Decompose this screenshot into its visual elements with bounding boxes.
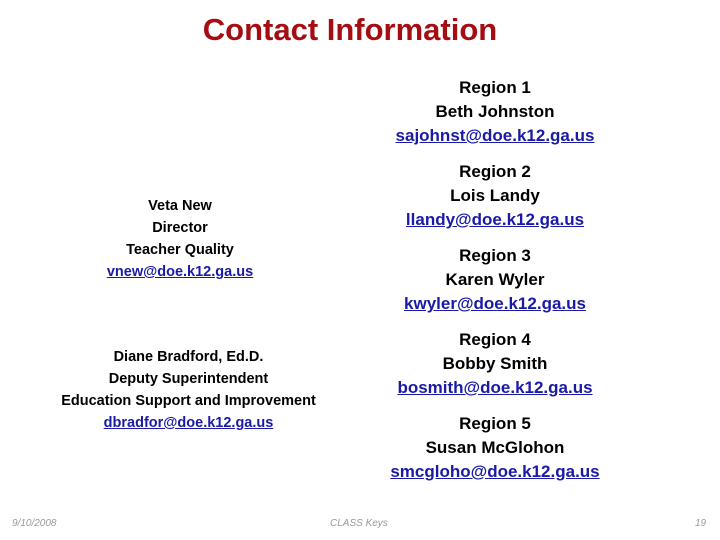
region-contact-name: Lois Landy [450, 186, 540, 205]
region-3-contact [375, 244, 615, 316]
region-contact-name: Susan McGlohon [425, 438, 565, 457]
footer-center-text: CLASS Keys [330, 518, 388, 529]
contact-veta-new [80, 195, 280, 283]
contact-diane-bradford [30, 346, 347, 434]
contact-name: Diane Bradford, Ed.D. [113, 349, 264, 365]
region-email-link[interactable]: llandy@doe.k12.ga.us [405, 210, 585, 229]
region-email-link[interactable]: kwyler@doe.k12.ga.us [404, 294, 586, 313]
contact-dept: Teacher Quality [126, 242, 234, 258]
region-label: Region 2 [459, 162, 531, 181]
region-label: Region 5 [459, 414, 531, 433]
region-label: Region 4 [459, 330, 531, 349]
region-contact-name: Beth Johnston [435, 102, 555, 121]
region-1-contact [375, 76, 615, 148]
contact-title: Director [152, 220, 208, 236]
contact-dept: Education Support and Improvement [61, 393, 316, 409]
region-contact-name: Bobby Smith [442, 354, 548, 373]
region-5-contact [375, 412, 615, 484]
region-email-link[interactable]: sajohnst@doe.k12.ga.us [395, 126, 595, 145]
region-2-contact [375, 160, 615, 232]
slide-title: Contact Information [202, 12, 498, 47]
region-email-link[interactable]: bosmith@doe.k12.ga.us [397, 378, 593, 397]
footer-page-number: 19 [695, 518, 707, 529]
footer-date: 9/10/2008 [12, 518, 57, 529]
region-4-contact [375, 328, 615, 400]
contact-name: Veta New [148, 198, 212, 214]
contact-title: Deputy Superintendent [108, 371, 269, 387]
region-label: Region 1 [459, 78, 531, 97]
region-label: Region 3 [459, 246, 531, 265]
region-email-link[interactable]: smcgloho@doe.k12.ga.us [390, 462, 600, 481]
contact-email-link[interactable]: vnew@doe.k12.ga.us [106, 264, 254, 280]
contact-email-link[interactable]: dbradfor@doe.k12.ga.us [103, 415, 274, 431]
region-contact-name: Karen Wyler [445, 270, 545, 289]
